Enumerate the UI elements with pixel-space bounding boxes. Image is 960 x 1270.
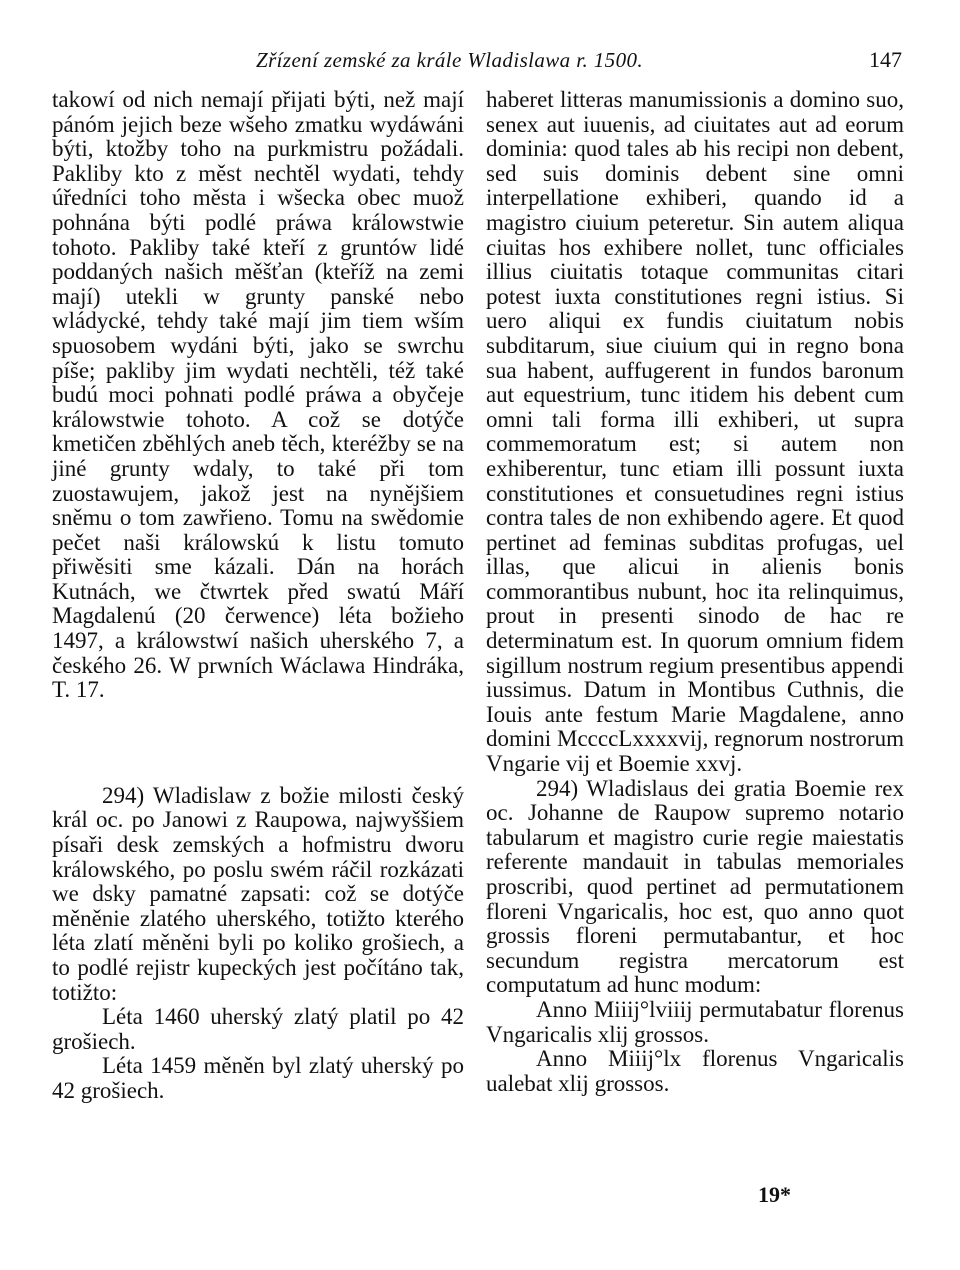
- signature-mark: 19*: [758, 1182, 791, 1207]
- czech-entry-294: 294) Wladislaw z božie milosti český král oc. po Janowi z Raupowa, najwyššiem písaři desk zemských a hofmistru dworu králowského, po poslu swém ráčil rozkázati we dsky pamatné zapsati: což se dotýče měněnie zlatého uherského, totižto kterého léta zlatí měněni byli po koliko grošiech, a to podlé rejistr kupeckých jest počítáno tak, totižto:: [52, 782, 464, 1005]
- czech-text-column: [52, 88, 464, 1104]
- page-number: 147: [869, 47, 902, 72]
- page-header: [0, 44, 960, 76]
- latin-entry-294: 294) Wladislaus dei gratia Boemie rex oc. Johanne de Raupow supremo notario tabularum et magistro curie regie maiestatis referente mandauit in tabulas memoriales proscribi, quod pertinet ad permutationem floreni Vngaricalis, hoc est, quo anno quot grossis floreni permutabantur, et hoc secundum registra mercatorum est computatum ad hunc modum:: [486, 775, 904, 998]
- latin-paragraph-continuation: haberet litteras manumissionis a domino suo, senex aut iuuenis, ad ciuitates aut ad eorum dominia: quod tales ab his recipi non debent, sed suis dominis debent sine omni interpellatione exhiberi, quando id a magistro ciuium peteretur. Sin autem aliqua ciuitas hos exhibere nollet, tunc officiales illius ciuitatis totaque communitas citari potest iuxta constitutiones regni istius. Si uero aliqui ex fundis ciuitatum nobis subditarum, siue ciuium qui in regno bona sua habent, auffugerent in fundos baronum aut equestrium, tunc itidem his debent cum omni tali forma illi exhiberi, ut supra commemoratum est; si autem non exhiberentur, tunc etiam illi possunt iuxta constitutiones et consuetudines regni istius contra tales de non exhibendo agere. Et quod pertinet ad feminas subditas profugas, uel illas, que alicui in alienis bonis commorantibus nubunt, hoc ita relinquimus, prout in presenti sinodo de hac re determinatum est. In quorum omnium fidem sigillum nostrum regium presentibus appendi iussimus. Datum in Montibus Cuthnis, die Iouis ante festum Marie Magdalene, anno domini MccccLxxxxvij, regnorum nostrorum Vngarie vij et Boemie xxvj.: [486, 87, 904, 777]
- latin-text-column: [486, 88, 904, 1096]
- czech-paragraph-continuation: takowí od nich nemají přijati býti, než mají pánóm jejich beze wšeho zmatku wydáwáni býti, ktožby toho na purkmistru požádali. Pakliby kto z měst nechtěl wydati, tehdy úředníci toho města i wšecka obec muož pohnána býti podlé práwa králowstwie tohoto. Pakliby také kteří z gruntów lidé poddaných našich měšťan (kteříž na zemi mají) utekli w grunty panské nebo wládycké, tehdy také mají jim tiem wším spuosobem wydáni býti, jako se swrchu píše; pakliby jim wydati nechtěli, též také budú moci pohnati podlé práwa a obyčeje králowstwie tohoto. A což se dotýče kmetičen zběhlých aneb těch, kteréžby se na jiné grunty wdaly, to také při tom zuostawujem, jakož jest na nynějšiem sněmu o tom zawřieno. Tomu na swědomie pečet naši králowskú k listu tomuto přiwěsiti sme kázali. Dán na horách Kutnách, we čtwrtek před swatú Máří Magdalenú (20 čerwence) léta božieho 1497, a králowstwí našich uherského 7, a českého 26. W prwních Wáclawa Hindráka, T. 17.: [52, 87, 464, 703]
- latin-rate-1460: Anno Miiij°lx florenus Vngaricalis ualebat xlij grossos.: [486, 1046, 904, 1096]
- latin-rate-1459: Anno Miiij°lviiij permutabatur florenus Vngaricalis xlij grossos.: [486, 996, 904, 1047]
- czech-rate-1460: Léta 1460 uherský zlatý platil po 42 grošiech.: [52, 1004, 464, 1054]
- running-title: Zřízení zemské za krále Wladislawa r. 1500.: [256, 48, 644, 72]
- czech-rate-1459: Léta 1459 měněn byl zlatý uherský po 42 grošiech.: [52, 1053, 464, 1103]
